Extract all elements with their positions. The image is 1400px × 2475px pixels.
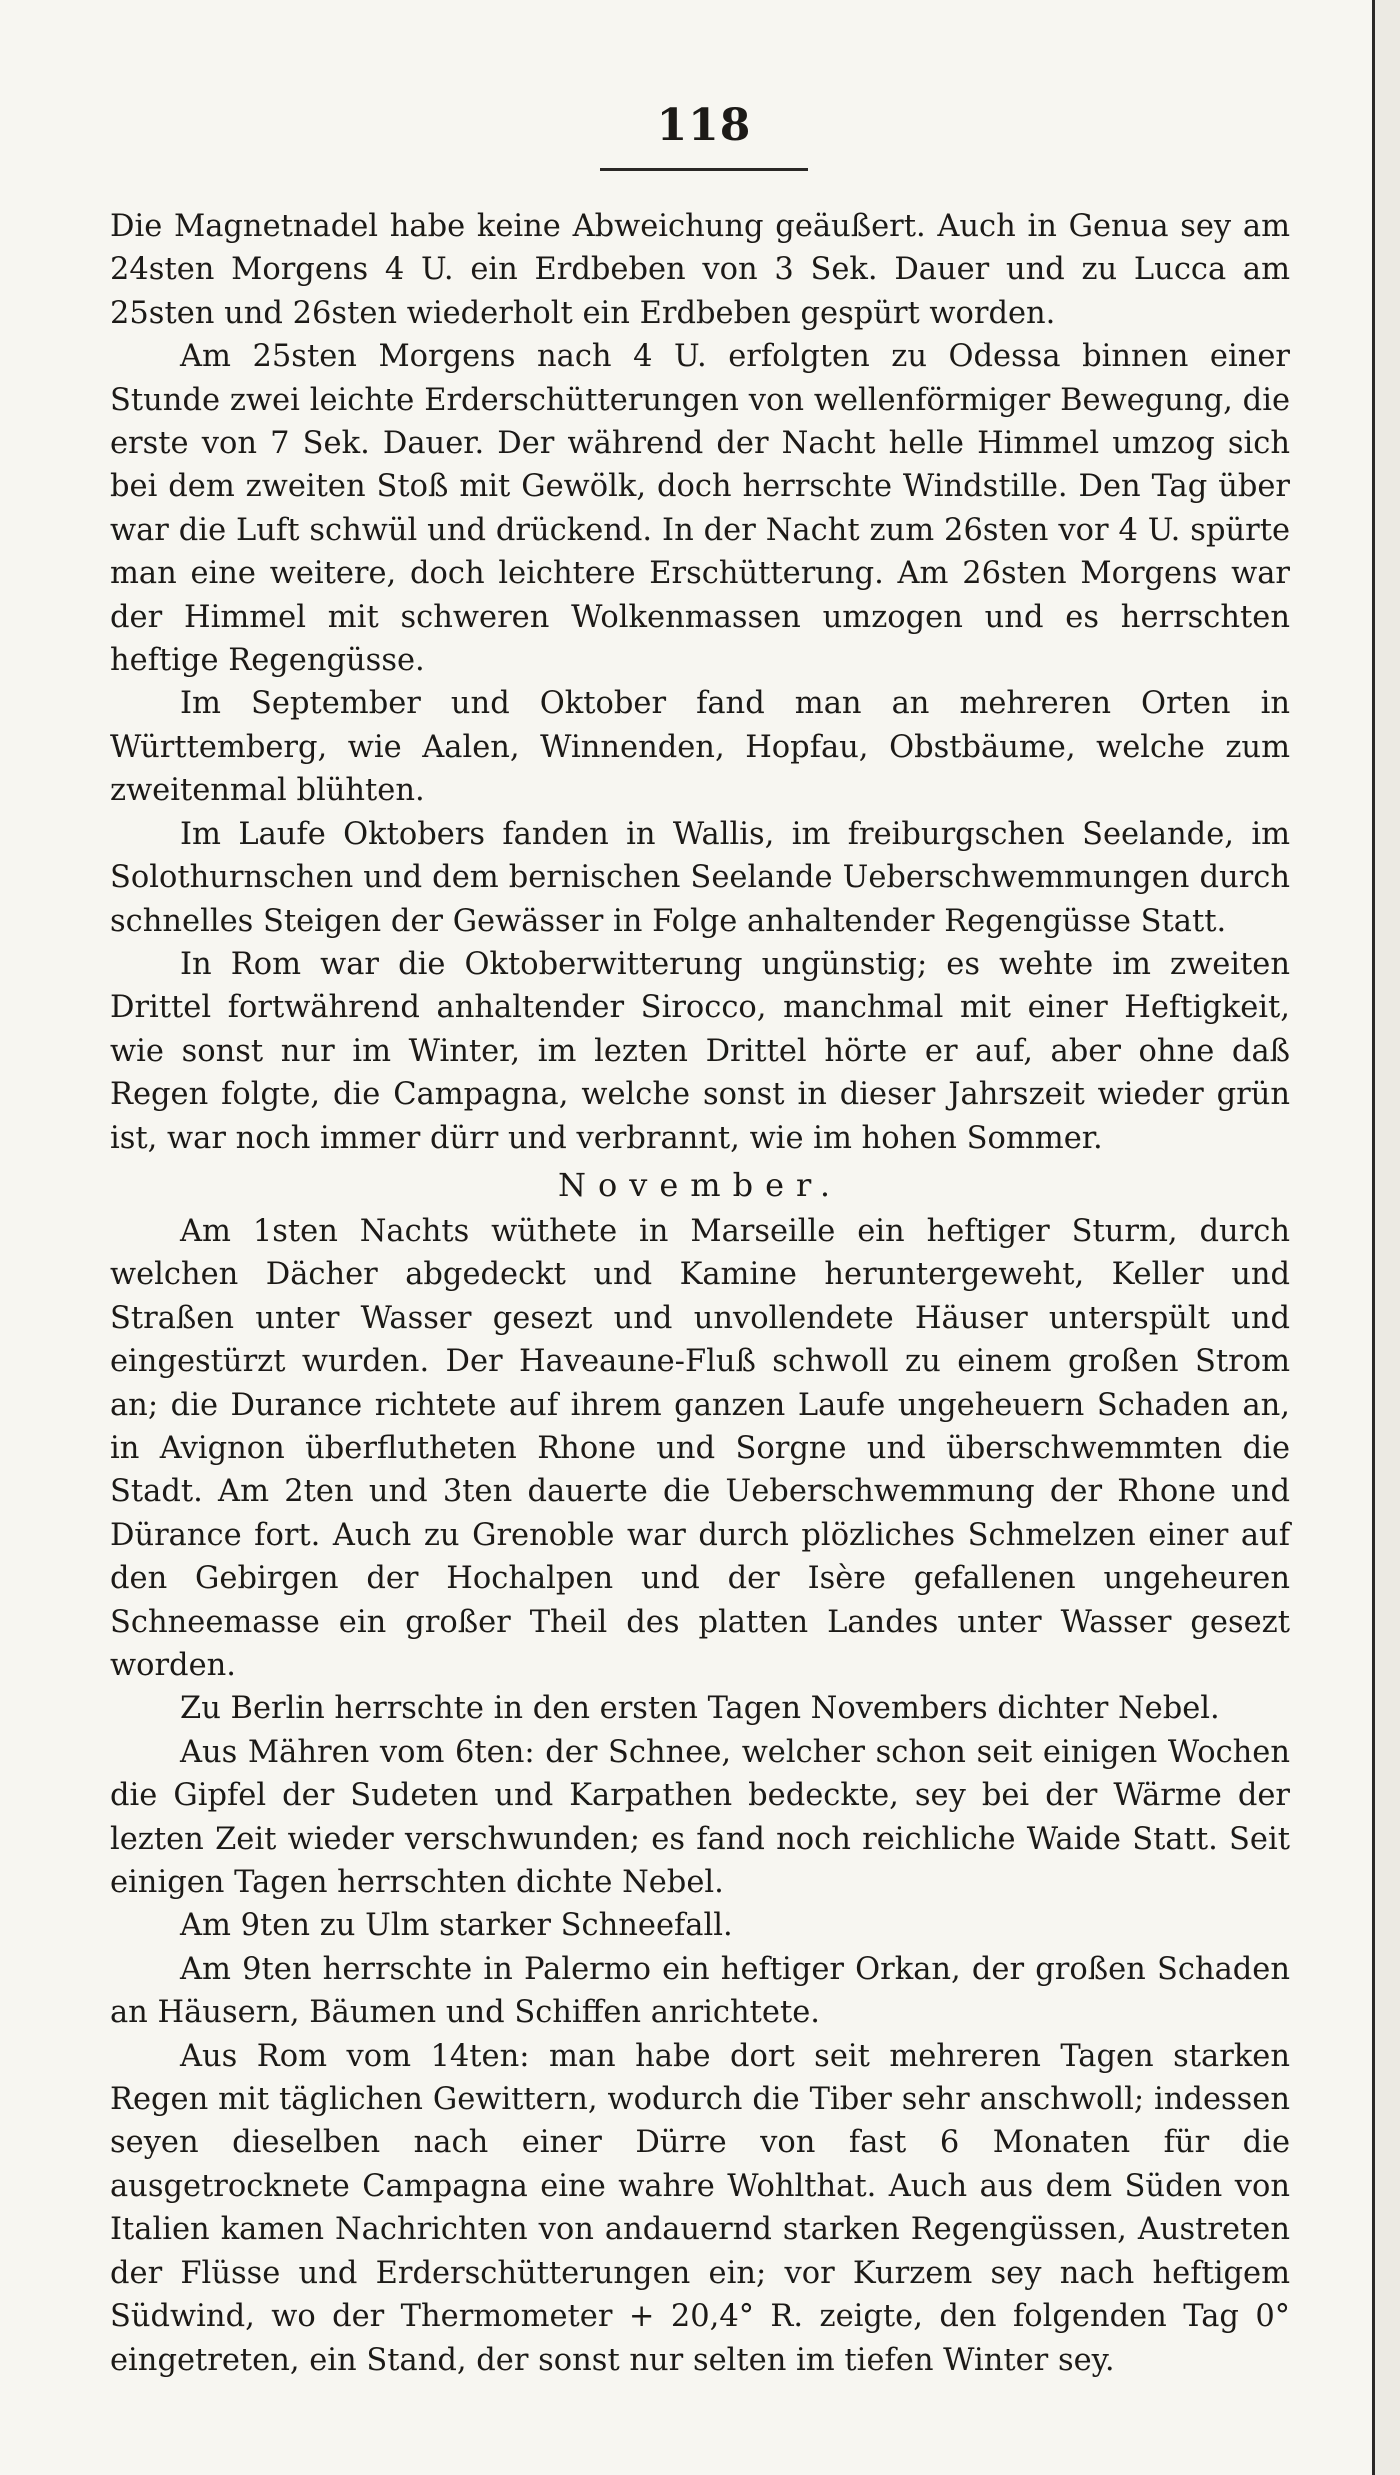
paragraph: Am 9ten zu Ulm starker Schneefall. (180, 1908, 733, 1944)
page-number-rule (600, 168, 808, 171)
page-number: 118 (656, 100, 752, 151)
body-text (110, 205, 1290, 2382)
paragraph: In Rom war die Oktoberwitterung ungünstig; es wehte im zweiten Drittel fortwährend anhaltender Sirocco, manchmal mit einer Heftigkeit, wie sonst nur im Winter, im lezten Drittel hörte er auf, aber ohne daß Regen folgte, die Campagna, welche sonst in dieser Jahrszeit wieder grün ist, war noch immer dürr und verbrannt, wie im hohen Sommer. (110, 946, 1290, 1156)
paragraph: Im September und Oktober fand man an mehreren Orten in Württemberg, wie Aalen, Winnenden, Hopfau, Obstbäume, welche zum zweitenmal blühten. (110, 686, 1290, 809)
paragraph: Aus Mähren vom 6ten: der Schnee, welcher schon seit einigen Wochen die Gipfel der Sudeten und Karpathen bedeckte, sey bei der Wärme der lezten Zeit wieder verschwunden; es fand noch reichliche Waide Statt. Seit einigen Tagen herrschten dichte Nebel. (110, 1734, 1290, 1901)
paragraph: Zu Berlin herrschte in den ersten Tagen Novembers dichter Nebel. (180, 1691, 1220, 1727)
paragraph: Die Magnetnadel habe keine Abweichung geäußert. Auch in Genua sey am 24sten Morgens 4 U. ein Erdbeben von 3 Sek. Dauer und zu Lucca am 25sten und 26sten wiederholt ein Erdbeben gespürt worden. (110, 209, 1290, 331)
paragraph: Im Laufe Oktobers fanden in Wallis, im freiburgschen Seelande, im Solothurnschen und dem bernischen Seelande Ueberschwemmungen durch schnelles Steigen der Gewässer in Folge anhaltender Regengüsse Statt. (110, 816, 1290, 939)
section-heading: November. (558, 1165, 842, 1204)
paragraph: Am 25sten Morgens nach 4 U. erfolgten zu Odessa binnen einer Stunde zwei leichte Erderschütterungen von wellenförmiger Bewegung, die erste von 7 Sek. Dauer. Der während der Nacht helle Himmel umzog sich bei dem zweiten Stoß mit Gewölk, doch herrschte Windstille. Den Tag über war die Luft schwül und drückend. In der Nacht zum 26sten vor 4 U. spürte man eine weitere, doch leichtere Erschütterung. Am 26sten Morgens war der Himmel mit schweren Wolkenmassen umzogen und es herrschten heftige Regengüsse. (110, 339, 1290, 679)
paragraph: Am 1sten Nachts wüthete in Marseille ein heftiger Sturm, durch welchen Dächer abgedeckt und Kamine heruntergeweht, Keller und Straßen unter Wasser gesezt und unvollendete Häuser unterspült und eingestürzt wurden. Der Haveaune-Fluß schwoll zu einem großen Strom an; die Durance richtete auf ihrem ganzen Laufe ungeheuern Schaden an, in Avignon überflutheten Rhone und Sorgne und überschwemmten die Stadt. Am 2ten und 3ten dauerte die Ueberschwemmung der Rhone und Dürance fort. Auch zu Grenoble war durch plözliches Schmelzen einer auf den Gebirgen der Hochalpen und der Isère gefallenen ungeheuren Schneemasse ein großer Theil des platten Landes unter Wasser gesezt worden. (110, 1213, 1290, 1683)
page-margin-shade (1375, 0, 1400, 2475)
paragraph: Am 9ten herrschte in Palermo ein heftiger Orkan, der großen Schaden an Häusern, Bäumen und Schiffen anrichtete. (110, 1951, 1290, 2031)
paragraph: Aus Rom vom 14ten: man habe dort seit mehreren Tagen starken Regen mit täglichen Gewittern, wodurch die Tiber sehr anschwoll; indessen seyen dieselben nach einer Dürre von fast 6 Monaten für die ausgetrocknete Campagna eine wahre Wohlthat. Auch aus dem Süden von Italien kamen Nachrichten von andauernd starken Regengüssen, Austreten der Flüsse und Erderschütterungen ein; vor Kurzem sey nach heftigem Südwind, wo der Thermometer + 20,4° R. zeigte, den folgenden Tag 0° eingetreten, ein Stand, der sonst nur selten im tiefen Winter sey. (110, 2038, 1290, 2378)
